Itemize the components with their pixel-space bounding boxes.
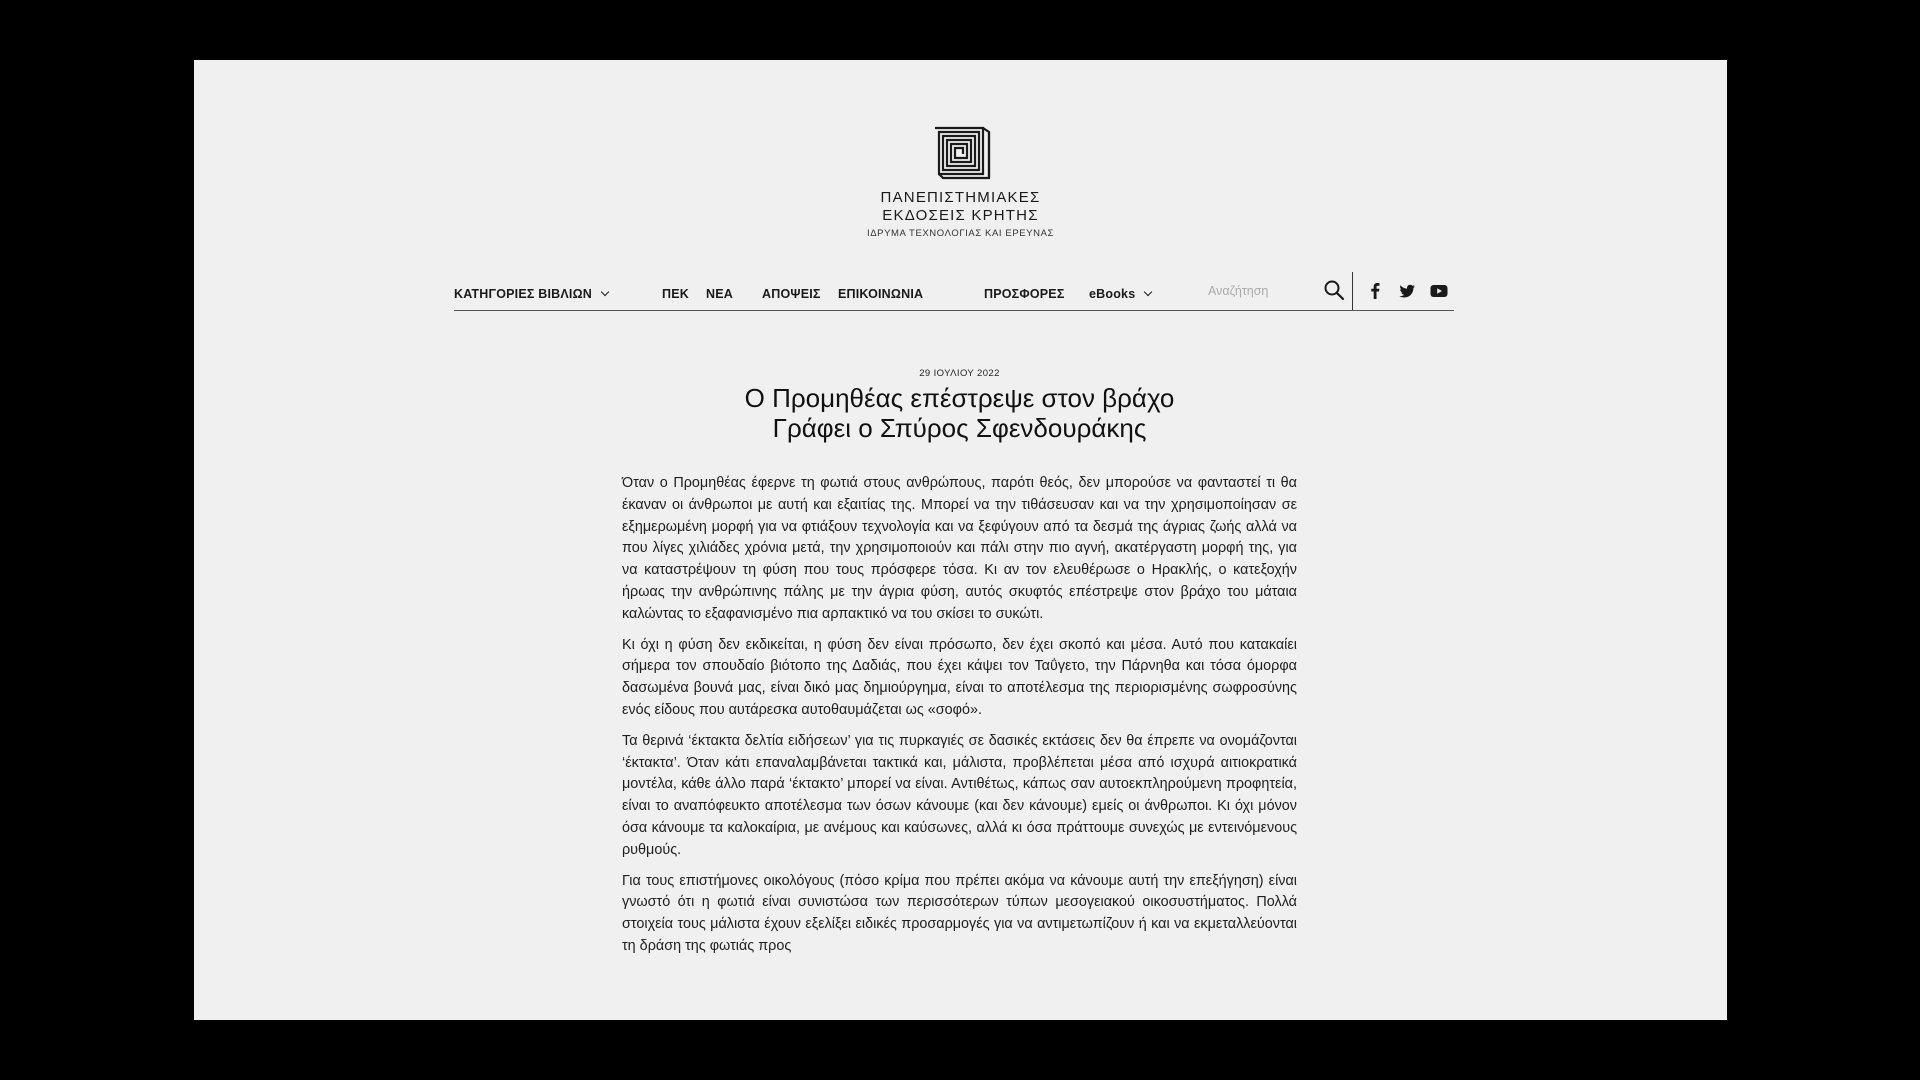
nav-contact[interactable]: ΕΠΙΚΟΙΝΩΝΙΑ	[838, 287, 924, 301]
main-nav	[454, 274, 1454, 311]
article-paragraph: Όταν ο Προμηθέας έφερνε τη φωτιά στους ανθρώπους, παρότι θεός, δεν μπορούσε να φανταστεί τι θα έκαναν οι άνθρωποι με αυτή και εξαιτίας της. Μπορεί να την τιθάσευσαν και να την χρησιμοποίησαν σε εξημερωμένη μορφή για να φτιάξουν τεχνολογία και να ξεφύγουν από τα δεσμά της άγριας ζωής αλλά να που λίγες χιλιάδες χρόνια μετά, την χρησιμοποιούν και πάλι στην πιο αγνή, ακατέργαστη μορφή της, για να καταστρέψουν τη φύση που τους πρόσφερε τόσα. Κι αν τον ελευθέρωσε ο Ηρακλής, ο κατεξοχήν ήρωας την ανθρώπινης πάλης με την άγρια φύση, αυτός σκυφτός επέστρεψε στον βράχο του μάταια καλώντας το εξαφανισμένο πια αρπακτικό να του σκίσει το συκώτι.	[622, 475, 1297, 622]
nav-ebooks[interactable]	[1089, 287, 1151, 301]
article-title	[622, 383, 1297, 443]
browser-page	[194, 60, 1727, 1020]
twitter-icon[interactable]	[1396, 280, 1418, 302]
search-input[interactable]	[1204, 280, 1332, 302]
article-paragraph: Κι όχι η φύση δεν εκδικείται, η φύση δεν είναι πρόσωπο, δεν έχει σκοπό και μέσα. Αυτό που κατακαίει σήμερα τον σπουδαίο βιότοπο της Δαδιάς, που έχει κάψει τον Ταΰγετο, την Πάρνηθα και τόσα όμορφα δασωμένα βουνά μας, είναι δικό μας δημιούργημα, είναι το αποτέλεσμα της περιορισμένης σωφροσύνης ενός είδους που αυτάρεσκα αυτοθαυμάζεται ως «σοφό».	[622, 636, 1297, 718]
logo-title-line1: ΠΑΝΕΠΙΣΤΗΜΙΑΚΕΣ	[880, 189, 1041, 206]
nav-divider	[1352, 272, 1353, 310]
nav-ebooks-label: eBooks	[1089, 287, 1136, 301]
article	[622, 368, 1297, 967]
nav-pek[interactable]: ΠΕΚ	[662, 287, 689, 301]
chevron-down-icon	[601, 288, 609, 296]
article-title-line2: Γράφει ο Σπύρος Σφενδουράκης	[772, 413, 1147, 443]
logo-title-line2: ΕΚΔΟΣΕΙΣ ΚΡΗΤΗΣ	[882, 207, 1039, 224]
nav-nea[interactable]: ΝΕΑ	[706, 287, 733, 301]
site-logo[interactable]	[194, 124, 1727, 239]
article-paragraph: Τα θερινά ‘έκτακτα δελτία ειδήσεων’ για τις πυρκαγιές σε δασικές εκτάσεις δεν θα έπρεπε να ονομάζονται ‘έκτακτα’. Όταν κάτι επαναλαμβάνεται τακτικά και, μάλιστα, προβλέπεται μέσα από ισχυρά αιτιοκρατικά μοντέλα, κάθε άλλο παρά ‘έκτακτο’ μπορεί να είναι. Αντιθέτως, κάπως σαν αυτοεκπληρούμενη προφητεία, είναι το αναπόφευκτο αποτέλεσμα των όσων κάνουμε (και δεν κάνουμε) εμείς οι άνθρωποι. Κι όχι μόνον όσα κάνουμε τα καλοκαίρια, με ανέμους και καύσωνες, αλλά κι όσα πράττουμε συνεχώς με εντεινόμενους ρυθμούς.	[622, 732, 1297, 858]
chevron-down-icon	[1144, 288, 1152, 296]
nav-categories[interactable]	[454, 287, 608, 301]
nav-offers[interactable]: ΠΡΟΣΦΟΡΕΣ	[984, 287, 1065, 301]
logo-subtitle: ΙΔΡΥΜΑ ΤΕΧΝΟΛΟΓΙΑΣ ΚΑΙ ΕΡΕΥΝΑΣ	[866, 228, 1055, 239]
facebook-icon[interactable]	[1364, 280, 1386, 302]
article-date: 29 ΙΟΥΛΙΟΥ 2022	[919, 368, 1000, 379]
article-title-line1: Ο Προμηθέας επέστρεψε στον βράχο	[744, 383, 1175, 413]
article-body	[622, 473, 1297, 958]
nav-apopseis[interactable]: ΑΠΟΨΕΙΣ	[762, 287, 821, 301]
article-paragraph: Για τους επιστήμονες οικολόγους (πόσο κρίμα που πρέπει ακόμα να κάνουμε αυτή την επεξήγηση) είναι γνωστό ότι η φωτιά είναι συνιστώσα των περισσότερων τύπων μεσογειακού οικοσυστήματος. Πολλά στοιχεία τους μάλιστα έχουν εξελίξει ειδικές προσαρμογές για να αντιμετωπίζουν ή και να εκμεταλλεύονται τη δράση της φωτιάς προς	[622, 872, 1297, 954]
youtube-icon[interactable]	[1428, 280, 1450, 302]
nav-categories-label: ΚΑΤΗΓΟΡΙΕΣ ΒΙΒΛΙΩΝ	[454, 287, 593, 301]
search-icon[interactable]	[1322, 278, 1346, 302]
labyrinth-logo-icon	[931, 124, 991, 180]
